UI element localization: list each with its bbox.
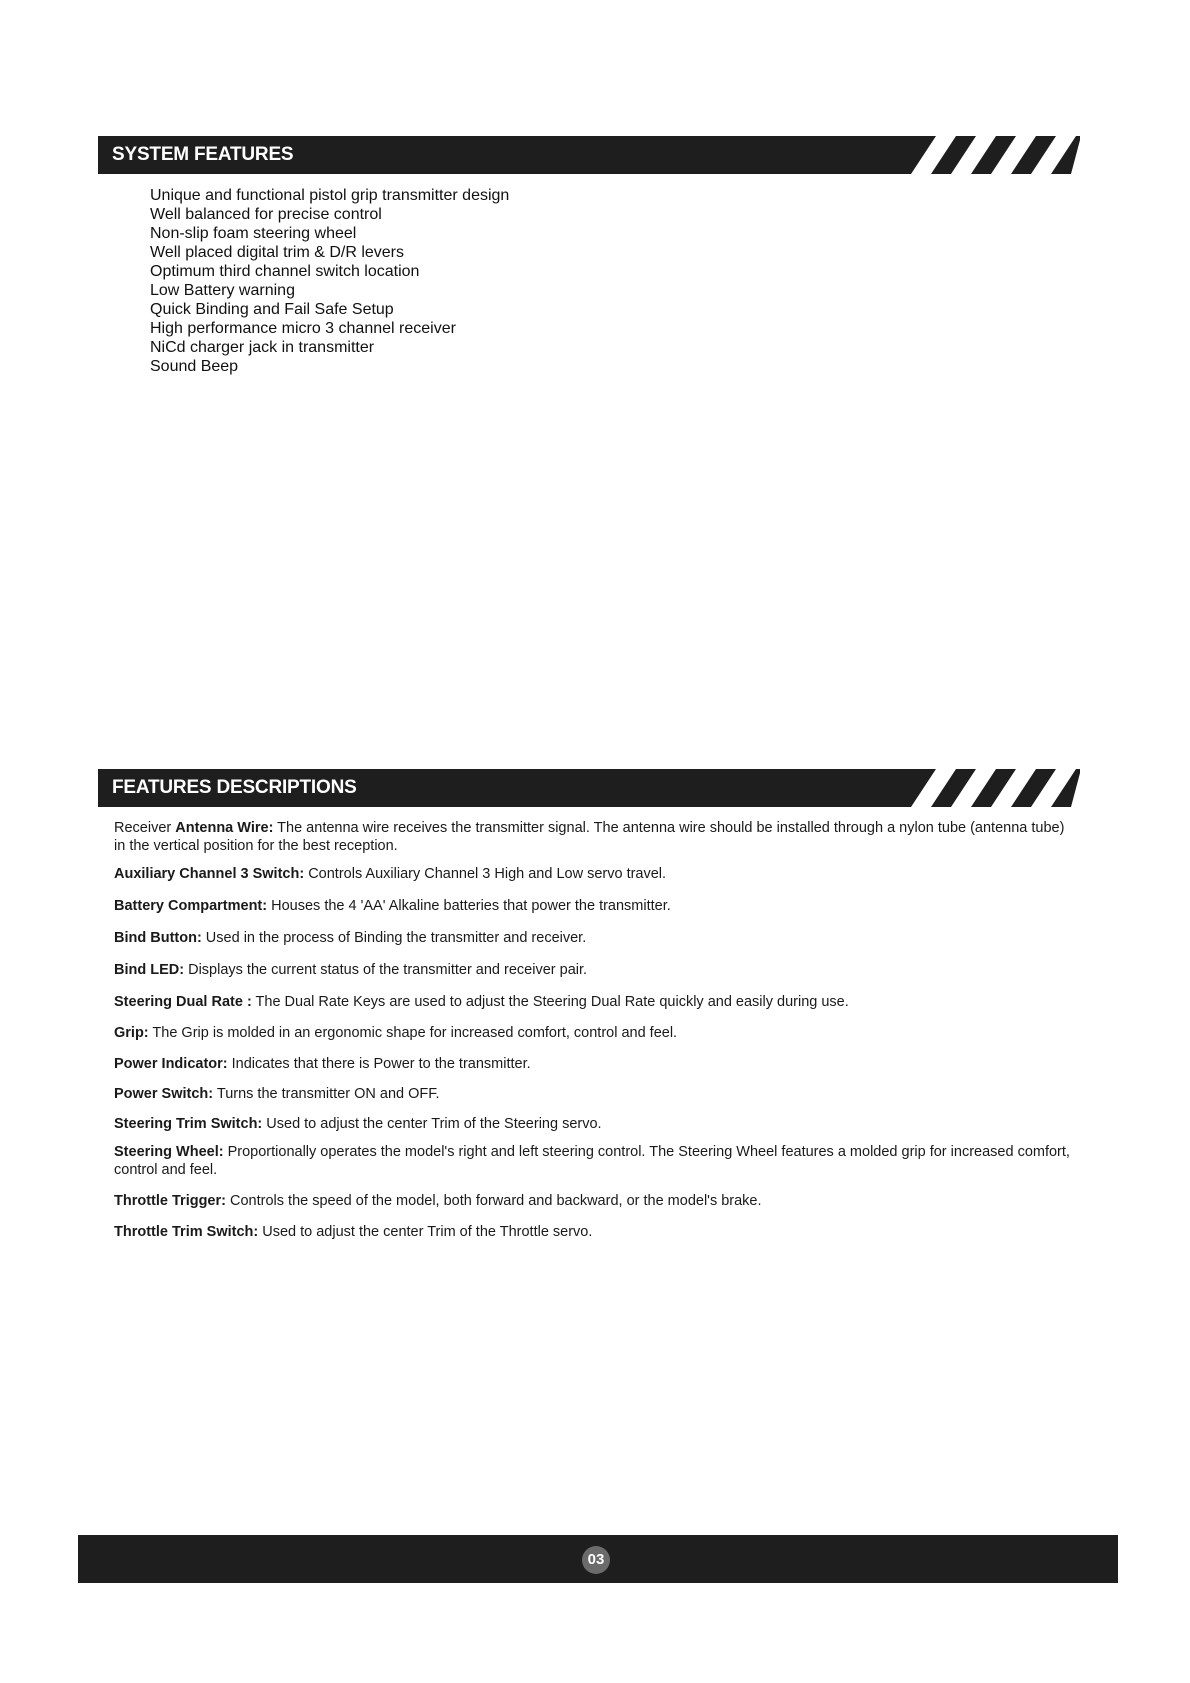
- description-item: [114, 1192, 1070, 1210]
- description-term: Battery Compartment:: [114, 898, 268, 914]
- system-features-list: [150, 186, 509, 376]
- description-text: Used to adjust the center Trim of the Steering servo.: [262, 1116, 602, 1132]
- page-number-badge: 03: [582, 1546, 610, 1574]
- list-item: Well balanced for precise control: [150, 206, 382, 223]
- description-term: Auxiliary Channel 3 Switch:: [114, 866, 305, 882]
- description-text: Houses the 4 'AA' Alkaline batteries that power the transmitter.: [267, 898, 671, 914]
- description-item: [114, 929, 1070, 947]
- description-item: [114, 1143, 1070, 1179]
- description-text: Turns the transmitter ON and OFF.: [213, 1086, 440, 1102]
- description-text: Used in the process of Binding the transmitter and receiver.: [201, 930, 587, 946]
- description-term: Steering Dual Rate :: [114, 994, 252, 1010]
- description-term: Throttle Trim Switch:: [114, 1224, 259, 1240]
- description-text: The Dual Rate Keys are used to adjust the Steering Dual Rate quickly and easily during use.: [251, 994, 849, 1010]
- description-term: Steering Wheel:: [114, 1144, 224, 1160]
- list-item: Sound Beep: [150, 358, 239, 375]
- list-item: Quick Binding and Fail Safe Setup: [150, 301, 394, 318]
- list-item: Non-slip foam steering wheel: [150, 225, 357, 242]
- description-text: Used to adjust the center Trim of the Throttle servo.: [258, 1224, 593, 1240]
- description-text: The Grip is molded in an ergonomic shape for increased comfort, control and feel.: [148, 1025, 678, 1041]
- list-item: NiCd charger jack in transmitter: [150, 339, 375, 356]
- description-item: [114, 1024, 1070, 1042]
- description-item: [114, 1085, 1070, 1103]
- description-item: [114, 993, 1070, 1011]
- features-descriptions-list: [114, 819, 1070, 1241]
- list-item: Low Battery warning: [150, 282, 295, 299]
- description-item: [114, 819, 1070, 855]
- description-item: [114, 1115, 1070, 1133]
- description-prefix: Receiver: [114, 820, 176, 836]
- description-term: Grip:: [114, 1025, 149, 1041]
- list-item: Unique and functional pistol grip transmitter design: [150, 187, 510, 204]
- description-item: [114, 961, 1070, 979]
- system-features-title: SYSTEM FEATURES: [112, 144, 294, 165]
- features-descriptions-header: [98, 769, 1080, 807]
- description-text: The antenna wire receives the transmitter signal. The antenna wire should be installed through a nylon tube (antenna tube) in the vertical position for the best reception.: [114, 820, 1065, 854]
- description-item: [114, 865, 1070, 883]
- description-item: [114, 1055, 1070, 1073]
- description-item: [114, 1223, 1070, 1241]
- list-item: High performance micro 3 channel receiver: [150, 320, 456, 337]
- description-term: Power Switch:: [114, 1086, 214, 1102]
- description-text: Indicates that there is Power to the transmitter.: [227, 1056, 531, 1072]
- description-term: Power Indicator:: [114, 1056, 228, 1072]
- description-text: Displays the current status of the transmitter and receiver pair.: [184, 962, 588, 978]
- features-descriptions-title: FEATURES DESCRIPTIONS: [112, 777, 357, 798]
- description-term: Antenna Wire:: [175, 820, 274, 836]
- system-features-header: [98, 136, 1080, 174]
- description-text: Controls the speed of the model, both forward and backward, or the model's brake.: [225, 1193, 762, 1209]
- description-item: [114, 897, 1070, 915]
- list-item: Well placed digital trim & D/R levers: [150, 244, 405, 261]
- description-term: Throttle Trigger:: [114, 1193, 226, 1209]
- list-item: Optimum third channel switch location: [150, 263, 420, 280]
- description-text: Proportionally operates the model's right and left steering control. The Steering Wheel features a molded grip for increased comfort, control and feel.: [114, 1144, 1070, 1178]
- description-term: Bind Button:: [114, 930, 202, 946]
- description-text: Controls Auxiliary Channel 3 High and Low servo travel.: [304, 866, 667, 882]
- description-term: Bind LED:: [114, 962, 185, 978]
- description-term: Steering Trim Switch:: [114, 1116, 263, 1132]
